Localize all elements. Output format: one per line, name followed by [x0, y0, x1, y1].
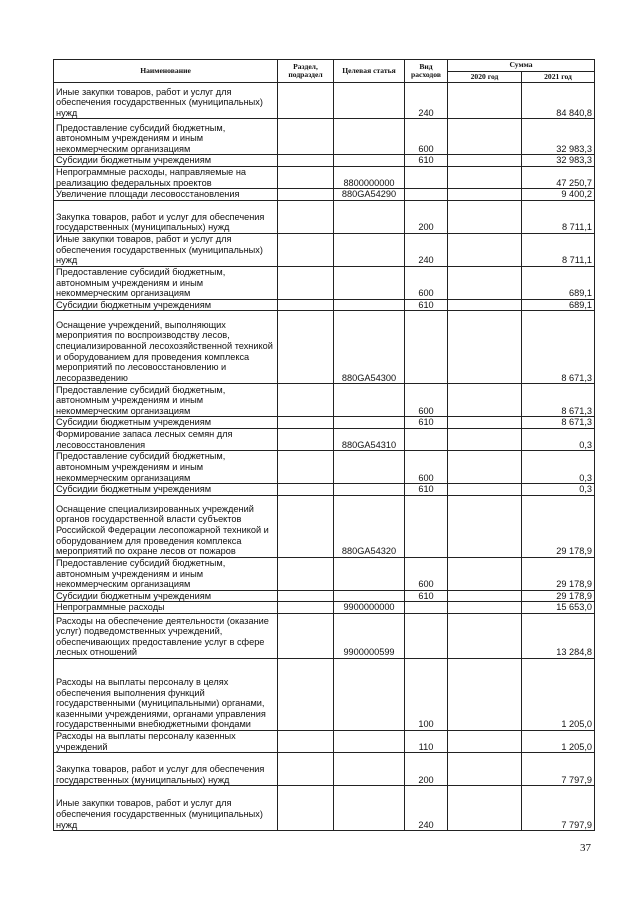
- row-2021-cell: 32 983,3: [522, 155, 595, 167]
- row-name-cell: Увеличение площади лесовосстановления: [54, 189, 278, 201]
- row-name-cell: Оснащение специализированных учреждений органов государственной власти субъектов Российской Федерации лесопожарной техникой и оборудованием для проведения комплекса мероприятий по охране лесов от пожаров: [54, 495, 278, 557]
- row-name-cell: Иные закупки товаров, работ и услуг для обеспечения государственных (муниципальных) нужд: [54, 233, 278, 266]
- row-name-cell: Непрограммные расходы: [54, 602, 278, 614]
- row-2021-cell: 32 983,3: [522, 119, 595, 155]
- row-name-cell: Субсидии бюджетным учреждениям: [54, 590, 278, 602]
- table-row: [54, 155, 595, 167]
- row-2021-cell: 8 671,3: [522, 384, 595, 417]
- row-type-cell: 100: [405, 658, 448, 730]
- row-section-cell: [278, 311, 334, 384]
- row-2020-cell: [448, 167, 522, 189]
- row-2021-cell: 9 400,2: [522, 189, 595, 201]
- row-type-cell: 200: [405, 200, 448, 233]
- row-2020-cell: [448, 786, 522, 831]
- header-section: Раздел, подраздел: [278, 60, 334, 83]
- row-type-cell: 610: [405, 155, 448, 167]
- table-row: [54, 786, 595, 831]
- row-name-cell: Закупка товаров, работ и услуг для обеспечения государственных (муниципальных) нужд: [54, 753, 278, 786]
- row-target-cell: [334, 417, 405, 429]
- table-row: [54, 200, 595, 233]
- row-target-cell: [334, 658, 405, 730]
- row-section-cell: [278, 266, 334, 299]
- row-section-cell: [278, 753, 334, 786]
- row-section-cell: [278, 590, 334, 602]
- table-row: [54, 83, 595, 119]
- table-row: [54, 658, 595, 730]
- row-2021-cell: 8 711,1: [522, 233, 595, 266]
- row-2020-cell: [448, 484, 522, 496]
- row-2020-cell: [448, 83, 522, 119]
- row-2021-cell: 29 178,9: [522, 495, 595, 557]
- table-row: [54, 451, 595, 484]
- table-row: [54, 753, 595, 786]
- row-name-cell: Формирование запаса лесных семян для лесовосстановления: [54, 428, 278, 450]
- header-target: Целевая статья: [334, 60, 405, 83]
- row-2021-cell: 8 711,1: [522, 200, 595, 233]
- row-target-cell: [334, 233, 405, 266]
- row-target-cell: [334, 384, 405, 417]
- row-2020-cell: [448, 233, 522, 266]
- row-2020-cell: [448, 299, 522, 311]
- row-type-cell: 200: [405, 753, 448, 786]
- row-target-cell: [334, 451, 405, 484]
- table-row: [54, 311, 595, 384]
- row-section-cell: [278, 557, 334, 590]
- row-name-cell: Расходы на выплаты персоналу казенных учреждений: [54, 730, 278, 752]
- row-target-cell: [334, 299, 405, 311]
- row-2020-cell: [448, 119, 522, 155]
- row-name-cell: Оснащение учреждений, выполняющих мероприятия по воспроизводству лесов, специализированной лесохозяйственной техникой и оборудованием для проведения комплекса мероприятий по лесовосстановлению и лесоразведению: [54, 311, 278, 384]
- row-target-cell: [334, 266, 405, 299]
- row-name-cell: Субсидии бюджетным учреждениям: [54, 484, 278, 496]
- row-2020-cell: [448, 613, 522, 658]
- row-name-cell: Предоставление субсидий бюджетным, автономным учреждениям и иным некоммерческим организациям: [54, 384, 278, 417]
- table-row: [54, 233, 595, 266]
- table-row: [54, 613, 595, 658]
- row-2020-cell: [448, 311, 522, 384]
- row-type-cell: [405, 167, 448, 189]
- row-2021-cell: 7 797,9: [522, 753, 595, 786]
- table-row: [54, 299, 595, 311]
- row-target-cell: [334, 786, 405, 831]
- row-type-cell: [405, 602, 448, 614]
- row-name-cell: Субсидии бюджетным учреждениям: [54, 299, 278, 311]
- row-type-cell: 600: [405, 119, 448, 155]
- row-type-cell: [405, 613, 448, 658]
- row-2021-cell: 7 797,9: [522, 786, 595, 831]
- row-type-cell: [405, 311, 448, 384]
- row-2021-cell: 47 250,7: [522, 167, 595, 189]
- row-name-cell: Субсидии бюджетным учреждениям: [54, 417, 278, 429]
- row-section-cell: [278, 730, 334, 752]
- table-row: [54, 189, 595, 201]
- row-type-cell: 240: [405, 233, 448, 266]
- row-section-cell: [278, 189, 334, 201]
- row-target-cell: 9900000599: [334, 613, 405, 658]
- row-2020-cell: [448, 417, 522, 429]
- row-target-cell: [334, 119, 405, 155]
- header-year-2021: 2021 год: [522, 72, 595, 83]
- budget-table: [53, 59, 595, 831]
- row-type-cell: 110: [405, 730, 448, 752]
- row-type-cell: [405, 189, 448, 201]
- table-row: [54, 495, 595, 557]
- row-2020-cell: [448, 495, 522, 557]
- row-name-cell: Предоставление субсидий бюджетным, автономным учреждениям и иным некоммерческим организациям: [54, 557, 278, 590]
- row-target-cell: 880GA54310: [334, 428, 405, 450]
- row-target-cell: 9900000000: [334, 602, 405, 614]
- row-2020-cell: [448, 384, 522, 417]
- row-name-cell: Расходы на выплаты персоналу в целях обеспечения выполнения функций государственными (муниципальными) органами, казенными учреждениями, органами управления государственными внебюджетными фондами: [54, 658, 278, 730]
- table-row: [54, 384, 595, 417]
- row-section-cell: [278, 155, 334, 167]
- row-name-cell: Предоставление субсидий бюджетным, автономным учреждениям и иным некоммерческим организациям: [54, 119, 278, 155]
- row-section-cell: [278, 384, 334, 417]
- row-target-cell: [334, 484, 405, 496]
- row-2021-cell: 15 653,0: [522, 602, 595, 614]
- row-2020-cell: [448, 730, 522, 752]
- row-2021-cell: 84 840,8: [522, 83, 595, 119]
- row-2021-cell: 1 205,0: [522, 730, 595, 752]
- table-row: [54, 266, 595, 299]
- table-row: [54, 417, 595, 429]
- row-type-cell: 240: [405, 786, 448, 831]
- page-number: 37: [580, 842, 591, 854]
- row-type-cell: [405, 428, 448, 450]
- row-section-cell: [278, 167, 334, 189]
- row-2021-cell: 8 671,3: [522, 417, 595, 429]
- row-2021-cell: 689,1: [522, 266, 595, 299]
- table-row: [54, 730, 595, 752]
- row-2021-cell: 689,1: [522, 299, 595, 311]
- row-name-cell: Предоставление субсидий бюджетным, автономным учреждениям и иным некоммерческим организациям: [54, 451, 278, 484]
- row-target-cell: [334, 730, 405, 752]
- row-2020-cell: [448, 428, 522, 450]
- row-2021-cell: 0,3: [522, 451, 595, 484]
- row-target-cell: 880GA54290: [334, 189, 405, 201]
- row-section-cell: [278, 786, 334, 831]
- row-2020-cell: [448, 658, 522, 730]
- header-year-2020: 2020 год: [448, 72, 522, 83]
- row-section-cell: [278, 484, 334, 496]
- row-section-cell: [278, 428, 334, 450]
- row-2021-cell: 1 205,0: [522, 658, 595, 730]
- row-name-cell: Непрограммные расходы, направляемые на реализацию федеральных проектов: [54, 167, 278, 189]
- row-section-cell: [278, 417, 334, 429]
- row-type-cell: 610: [405, 484, 448, 496]
- row-target-cell: 880GA54320: [334, 495, 405, 557]
- row-2021-cell: 0,3: [522, 484, 595, 496]
- row-2020-cell: [448, 753, 522, 786]
- table-row: [54, 167, 595, 189]
- table-row: [54, 484, 595, 496]
- row-target-cell: [334, 200, 405, 233]
- header-name: Наименование: [54, 60, 278, 83]
- row-2021-cell: 8 671,3: [522, 311, 595, 384]
- row-target-cell: [334, 753, 405, 786]
- row-type-cell: 600: [405, 266, 448, 299]
- table-row: [54, 428, 595, 450]
- row-target-cell: [334, 155, 405, 167]
- header-type: Вид расходов: [405, 60, 448, 83]
- row-section-cell: [278, 451, 334, 484]
- row-name-cell: Расходы на обеспечение деятельности (оказание услуг) подведомственных учреждений, обеспечивающих предоставление услуг в сфере лесных отношений: [54, 613, 278, 658]
- row-target-cell: [334, 83, 405, 119]
- row-type-cell: [405, 495, 448, 557]
- row-2021-cell: 13 284,8: [522, 613, 595, 658]
- row-section-cell: [278, 119, 334, 155]
- row-section-cell: [278, 233, 334, 266]
- row-target-cell: [334, 557, 405, 590]
- row-section-cell: [278, 83, 334, 119]
- row-target-cell: 880GA54300: [334, 311, 405, 384]
- row-section-cell: [278, 602, 334, 614]
- row-2020-cell: [448, 266, 522, 299]
- header-sum: Сумма: [448, 60, 595, 72]
- row-2020-cell: [448, 189, 522, 201]
- table-row: [54, 119, 595, 155]
- table-header: [54, 60, 595, 83]
- row-type-cell: 610: [405, 299, 448, 311]
- row-type-cell: 600: [405, 384, 448, 417]
- table-body: [54, 83, 595, 831]
- row-2020-cell: [448, 200, 522, 233]
- row-2021-cell: 29 178,9: [522, 590, 595, 602]
- row-section-cell: [278, 299, 334, 311]
- row-name-cell: Иные закупки товаров, работ и услуг для обеспечения государственных (муниципальных) нужд: [54, 83, 278, 119]
- row-2020-cell: [448, 602, 522, 614]
- row-name-cell: Предоставление субсидий бюджетным, автономным учреждениям и иным некоммерческим организациям: [54, 266, 278, 299]
- row-section-cell: [278, 658, 334, 730]
- row-section-cell: [278, 200, 334, 233]
- table-row: [54, 590, 595, 602]
- row-type-cell: 600: [405, 557, 448, 590]
- row-2020-cell: [448, 590, 522, 602]
- row-type-cell: 610: [405, 590, 448, 602]
- row-type-cell: 610: [405, 417, 448, 429]
- row-name-cell: Субсидии бюджетным учреждениям: [54, 155, 278, 167]
- row-type-cell: 600: [405, 451, 448, 484]
- row-section-cell: [278, 495, 334, 557]
- row-type-cell: 240: [405, 83, 448, 119]
- row-target-cell: [334, 590, 405, 602]
- row-2020-cell: [448, 557, 522, 590]
- row-target-cell: 8800000000: [334, 167, 405, 189]
- row-section-cell: [278, 613, 334, 658]
- table-row: [54, 602, 595, 614]
- row-name-cell: Закупка товаров, работ и услуг для обеспечения государственных (муниципальных) нужд: [54, 200, 278, 233]
- row-2021-cell: 29 178,9: [522, 557, 595, 590]
- row-2021-cell: 0,3: [522, 428, 595, 450]
- table-row: [54, 557, 595, 590]
- row-2020-cell: [448, 155, 522, 167]
- row-name-cell: Иные закупки товаров, работ и услуг для обеспечения государственных (муниципальных) нужд: [54, 786, 278, 831]
- row-2020-cell: [448, 451, 522, 484]
